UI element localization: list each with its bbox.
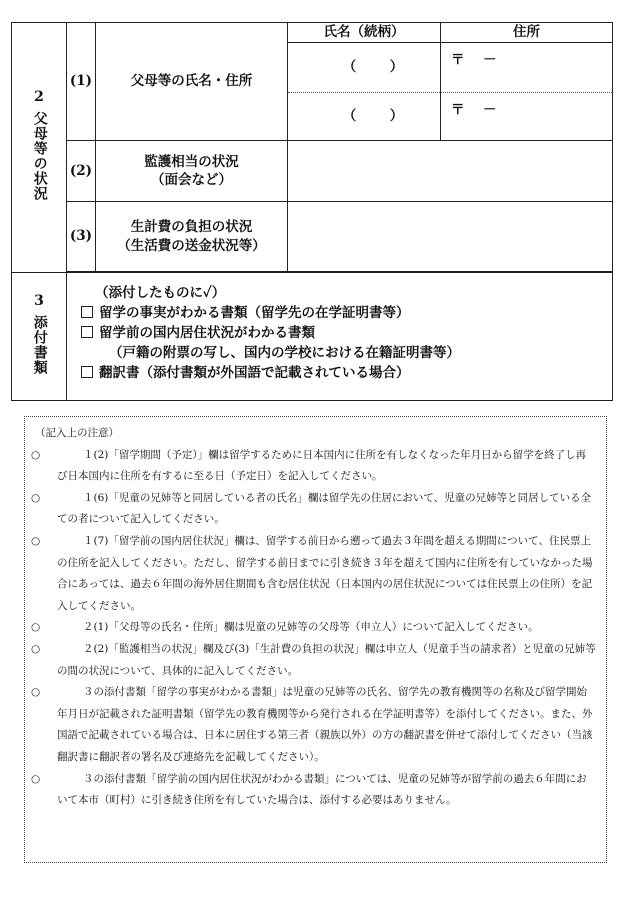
column-header-address: 住所 [441, 23, 613, 43]
note-item: ○ ２(1)「父母等の氏名・住所」欄は児童の兄姉等の父母等（申立人）について記入してください。 [31, 617, 596, 639]
note-item: ○ ３の添付書類「留学の事実がわかる書類」は児童の兄姉等の氏名、留学先の教育機関等の名称及び留学開始年月日が記載された証明書類（留学先の教育機関等から発行される在学証明書等）を添付してください。また、外国語で記載されている場合は、日本に居住する第三者（親族以外）の方の翻訳書を併せて添付してください（当該翻訳書に翻訳者の署名及び連絡先を記載してください）。 [31, 682, 596, 768]
attachments-instruction: （添付したものに✓） [95, 285, 226, 301]
attachment-item-1[interactable]: 留学の事実がわかる書類（留学先の在学証明書等） [81, 303, 612, 323]
section-3-title: 添付書類 [31, 315, 48, 376]
bullet-icon: ○ [31, 772, 41, 785]
postal-mark-icon: 〒 [451, 102, 465, 118]
attachment-item-2-sub: （戸籍の附票の写し、国内の学校における在籍証明書等） [109, 345, 460, 361]
parent-1-name-field[interactable]: （ ） [288, 43, 441, 93]
bullet-icon: ○ [31, 534, 41, 547]
checkbox-icon[interactable] [81, 366, 93, 378]
item-2-label-line2: （面会など） [151, 172, 232, 188]
item-1-number: (1) [67, 23, 96, 141]
notes-box [24, 416, 607, 863]
living-cost-status-field[interactable] [288, 202, 613, 272]
section-2-number: 2 [34, 89, 44, 106]
form-table [11, 22, 613, 401]
bullet-icon: ○ [31, 686, 41, 699]
note-item: ○ ３の添付書類「留学前の国内居住状況がわかる書類」については、児童の兄姉等が留学前の過去６年間において本市（町村）に引き続き住所を有していた場合は、添付する必要はありません。 [31, 769, 596, 812]
item-3-number: (3) [67, 202, 96, 272]
item-3-label-line1: 生計費の負担の状況 [130, 219, 253, 236]
bullet-icon: ○ [31, 491, 41, 504]
attachment-item-3[interactable]: 翻訳書（添付書類が外国語で記載されている場合） [81, 363, 612, 383]
attachment-item-2[interactable]: 留学前の国内居住状況がわかる書類 [81, 323, 612, 343]
bullet-icon: ○ [31, 621, 41, 634]
checkbox-icon[interactable] [81, 306, 93, 318]
checkbox-icon[interactable] [81, 326, 93, 338]
note-item: ○ １(7)「留学前の国内居住状況」欄は、留学する前日から遡って過去３年間を超える期間について、住民票上の住所を記入してください。ただし、留学する前日までに引き続き３年を超えて国内に住所を有していなかった場合にあっては、過去６年間の海外居住期間も含む居住状況（日本国内の居住状況については住民票上の住所）を記入してください。 [31, 531, 596, 617]
item-2-label [96, 141, 288, 202]
bullet-icon: ○ [31, 642, 41, 655]
parent-2-address-field[interactable] [441, 93, 613, 141]
parent-1-address-field[interactable] [441, 43, 613, 93]
section-3-header [12, 273, 67, 401]
note-item: ○ １(2)「留学期間（予定）」欄は留学するために日本国内に住所を有しなくなった年月日から留学を終了し再び日本国内に住所を有するに至る日（予定日）を記入してください。 [31, 445, 596, 488]
column-header-name: 氏名（続柄） [288, 23, 441, 43]
item-3-label [96, 202, 288, 272]
postal-dash: － [483, 102, 497, 118]
parent-2-name-field[interactable]: （ ） [288, 93, 441, 141]
section-2-header [12, 23, 67, 273]
attachments-area [67, 273, 613, 401]
item-2-label-line1: 監護相当の状況 [144, 153, 239, 170]
item-1-label: 父母等の氏名・住所 [96, 23, 288, 141]
postal-mark-icon: 〒 [451, 52, 465, 68]
notes-title: （記入上の注意） [35, 427, 119, 439]
section-3-number: 3 [34, 293, 44, 310]
postal-dash: － [483, 52, 497, 68]
bullet-icon: ○ [31, 448, 41, 461]
section-2-title: 父母等の状況 [31, 111, 48, 202]
note-item: ○ １(6)「児童の兄姉等と同居している者の氏名」欄は留学先の住居において、児童の兄姉等と同居している全ての者について記入してください。 [31, 488, 596, 531]
item-2-number: (2) [67, 141, 96, 202]
custody-status-field[interactable] [288, 141, 613, 202]
note-item: ○ ２(2)「監護相当の状況」欄及び(3)「生計費の負担の状況」欄は申立人（児童手当の請求者）と児童の兄姉等の間の状況について、具体的に記入してください。 [31, 639, 596, 682]
item-3-label-line2: （生活費の送金状況等） [117, 237, 266, 254]
